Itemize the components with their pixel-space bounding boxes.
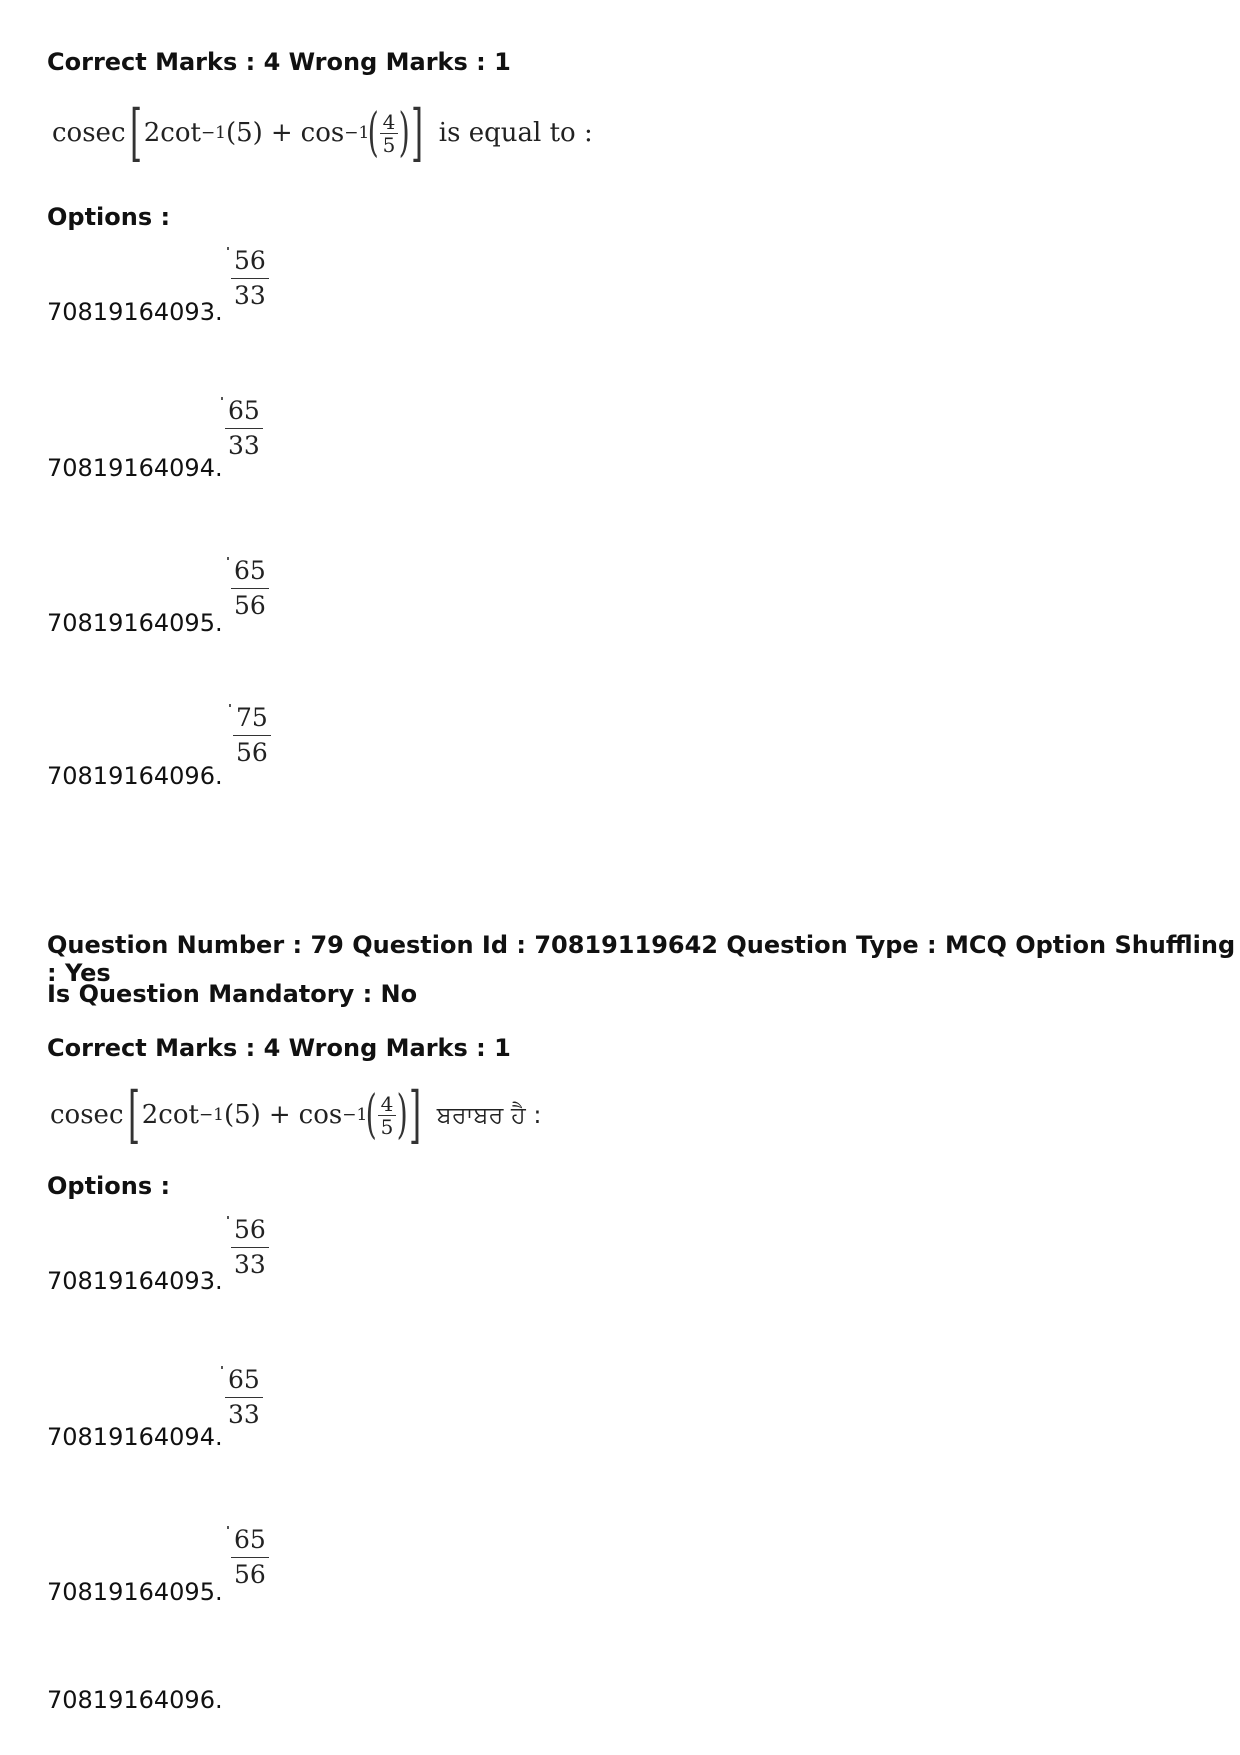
q78-tail: is equal to : [438,118,593,148]
q78-expression: cosec [ 2cot −1 (5) + cos −1 ( 4 5 ) ] is equal to : [52,96,593,169]
q78-option-1-fraction[interactable]: $\frac{56}{33}$ [231,244,269,313]
q78-option-3-id: 70819164095. [47,609,223,637]
q79-option-1-id: 70819164093. [47,1267,223,1295]
q79-option-1-fraction[interactable]: $\frac{56}{33}$ [231,1213,269,1282]
q78-option-4-fraction[interactable]: $\frac{75}{56}$ [233,701,271,770]
q78-option-2-id: 70819164094. [47,454,223,482]
q78-option-2-fraction[interactable]: $\frac{65}{33}$ [225,394,263,463]
q79-tail: ਬਰਾਬਰ ਹੈ : [436,1101,542,1129]
q79-option-3-id: 70819164095. [47,1578,223,1606]
q78-marks: Correct Marks : 4 Wrong Marks : 1 [47,48,511,76]
q78-option-1-id: 70819164093. [47,298,223,326]
q79-option-2-id: 70819164094. [47,1423,223,1451]
q79-mandatory: Is Question Mandatory : No [47,980,418,1008]
q79-option-4-id: 70819164096. [47,1686,223,1714]
q79-option-2-fraction[interactable]: $\frac{65}{33}$ [225,1363,263,1432]
q79-option-3-fraction[interactable]: $\frac{65}{56}$ [231,1523,269,1592]
q78-option-4-id: 70819164096. [47,762,223,790]
q78-option-3-fraction[interactable]: $\frac{65}{56}$ [231,554,269,623]
q79-expression: cosec [ 2cot −1 (5) + cos −1 ( 4 5 ) ] ਬਰਾਬਰ ਹੈ : [50,1078,542,1151]
q79-marks: Correct Marks : 4 Wrong Marks : 1 [47,1034,511,1062]
q79-options-label: Options : [47,1172,171,1200]
q78-options-label: Options : [47,203,171,231]
q79-header: Question Number : 79 Question Id : 70819119642 Question Type : MCQ Option Shuffling : Yes [47,931,1236,987]
